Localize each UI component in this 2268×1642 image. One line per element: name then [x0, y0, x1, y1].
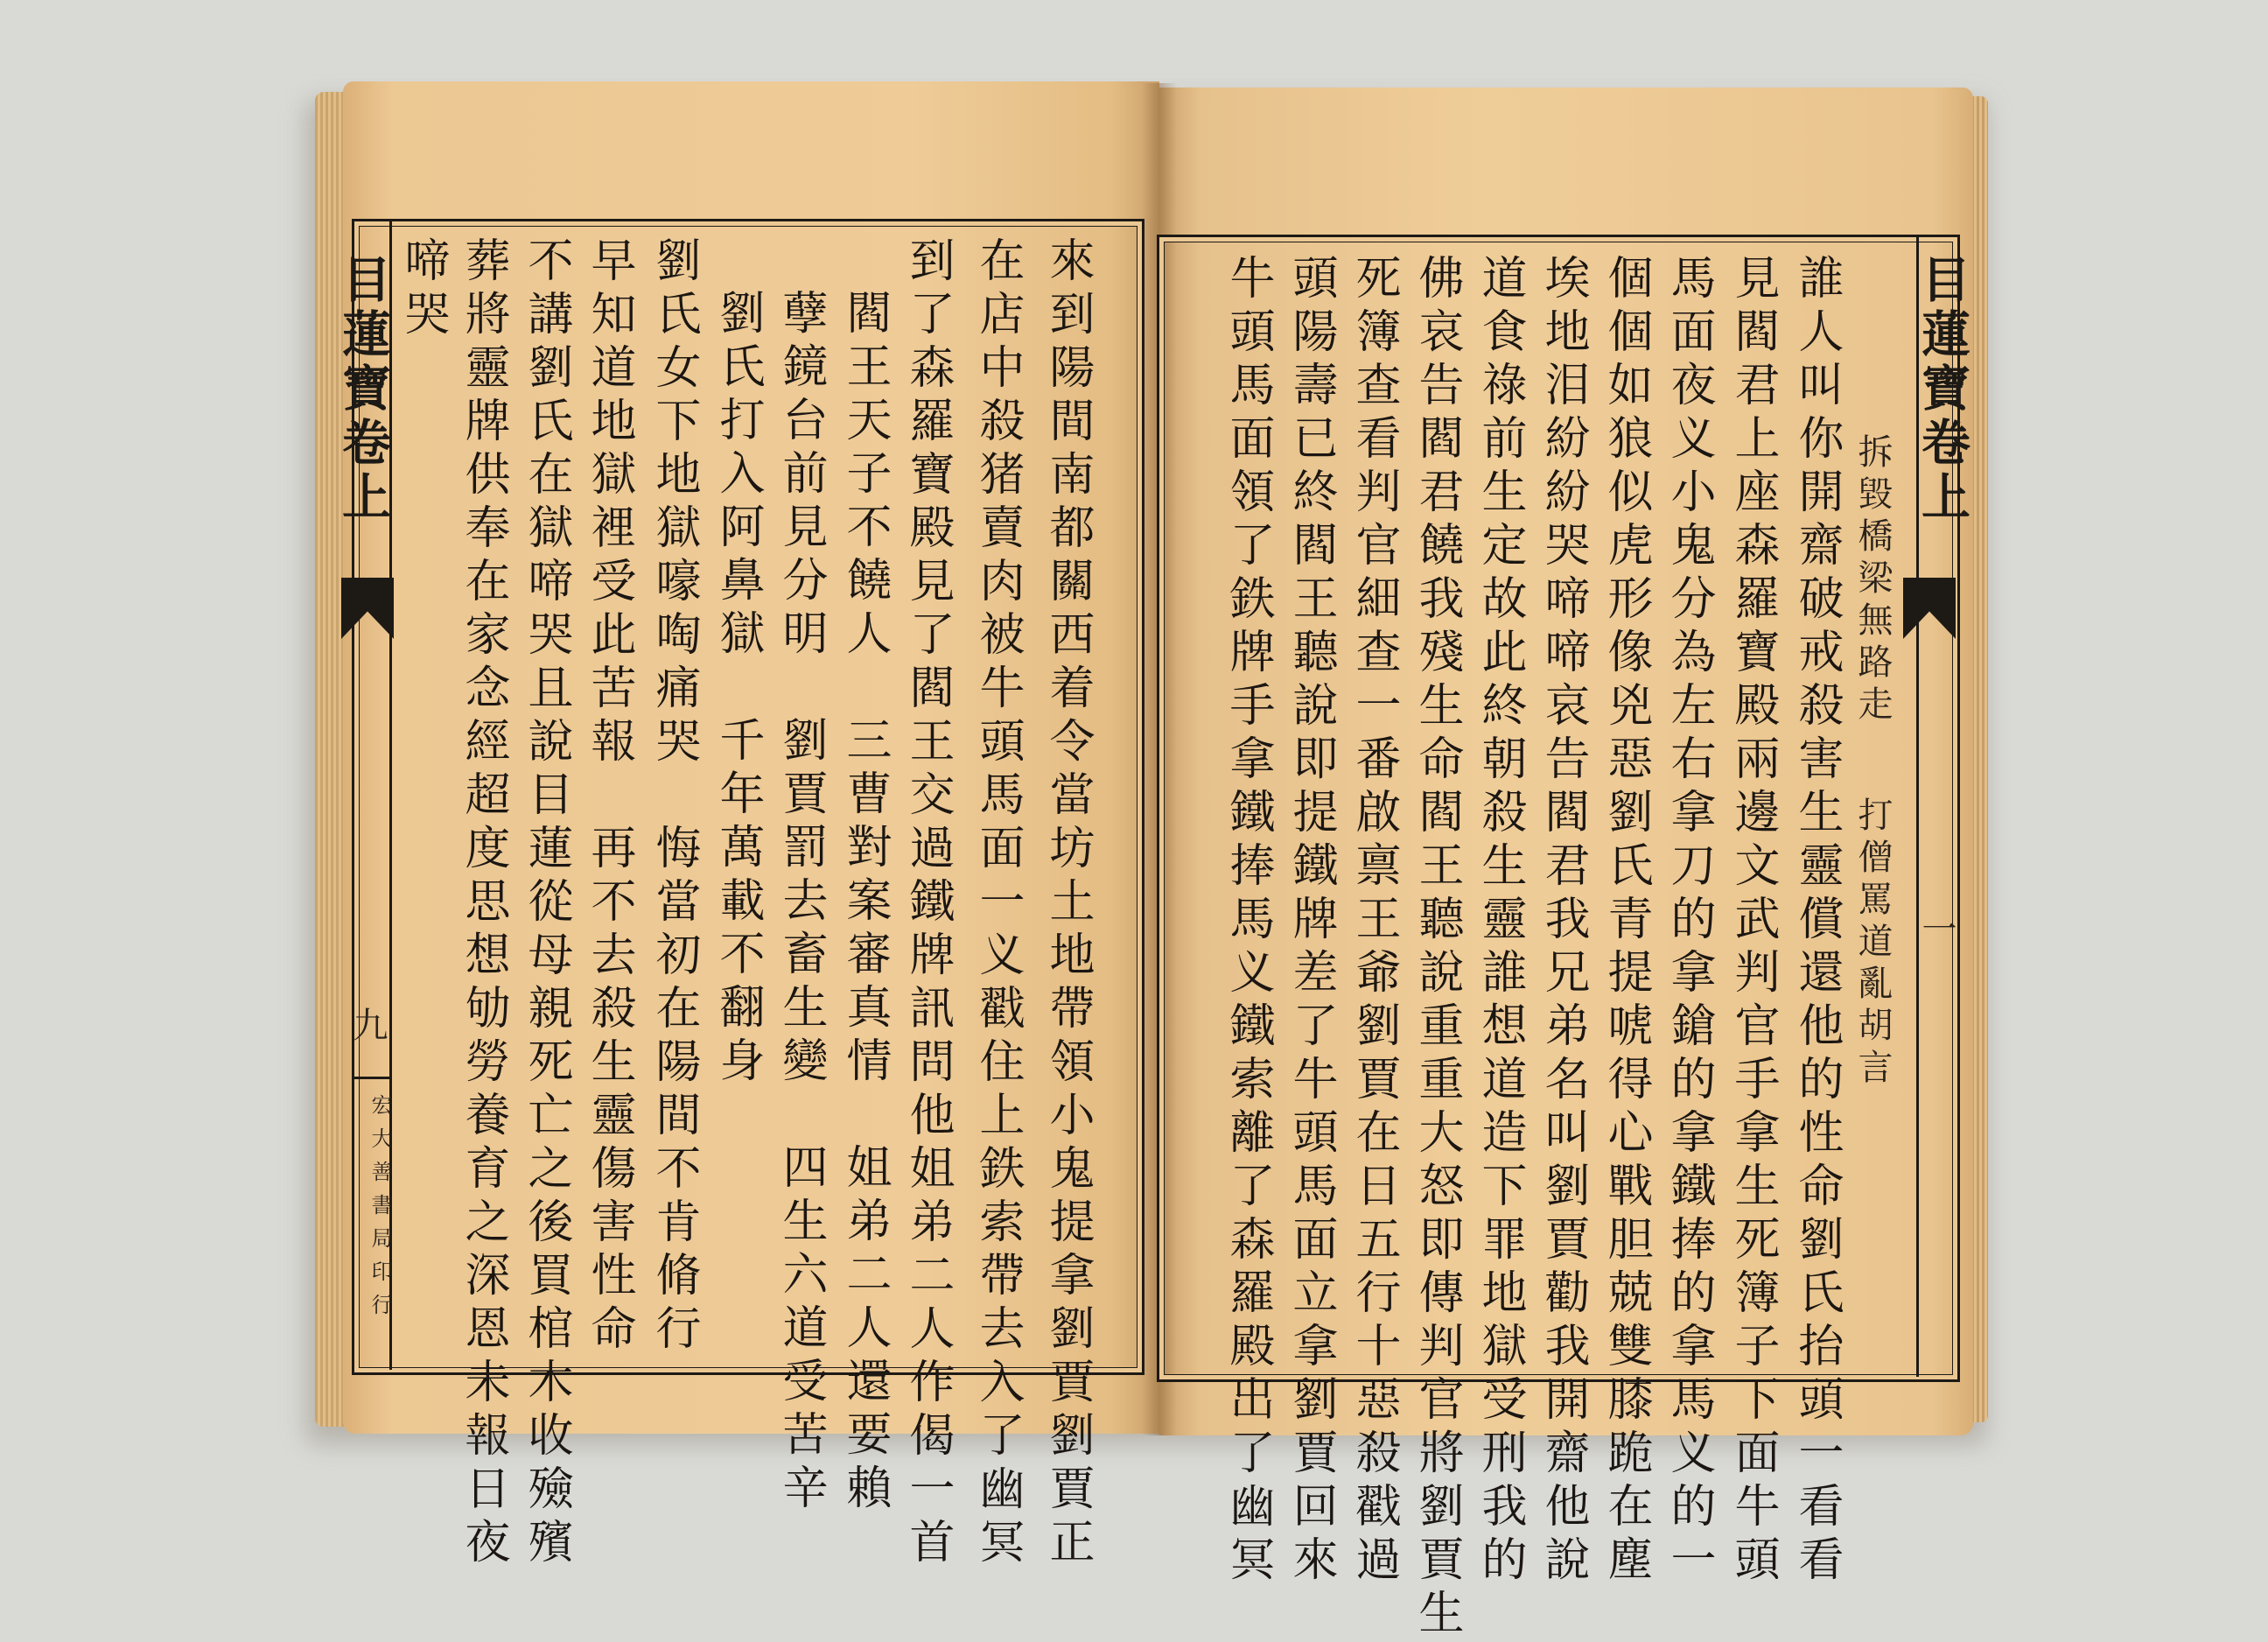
left-col-9: 不講劉氏在獄啼哭且說目蓮從母親死亡之後買棺木收殮殯 [520, 236, 572, 1571]
left-col-1: 來到陽間南都關西着令當坊土地帶領小鬼提拿劉賈劉賈正 [1041, 236, 1094, 1571]
left-col-10: 葬將靈牌供奉在家念經超度思想劬勞養育之深恩未報日夜 [457, 236, 509, 1571]
right-col-4: 個個如狼似虎形像兇惡劉氏青提唬得心戰胆兢雙膝跪在塵 [1600, 254, 1652, 1589]
right-col-9: 頭陽壽已終閻王聽說即提鐵牌差了牛頭馬面立拿劉賈回來 [1284, 254, 1337, 1589]
publisher-imprint: 宏大善書局印行 [368, 1094, 392, 1327]
left-col-7: 劉氏女下地獄嚎啕痛哭 悔當初在陽間不肯脩行 [648, 236, 700, 1358]
right-col-8: 死簿查看判官細查一番啟禀王爺劉賈在日五行十惡殺戳過 [1348, 254, 1400, 1589]
right-col-2: 見閻君上座森羅寶殿兩邊文武判官手拿生死簿子下面牛頭 [1726, 254, 1779, 1589]
left-col-2: 在店中殺猪賣肉被牛頭馬面一义戳住上鉄索帶去入了幽冥 [971, 236, 1024, 1571]
right-margin-title: 目蓮寶卷上 [1914, 254, 1971, 525]
right-small-col-2: 打僧罵道亂胡言 [1852, 796, 1893, 1091]
left-col-5: 孽鏡台前見分明 劉賈罰去畜生變 四生六道受苦辛 [774, 289, 827, 1517]
right-col-5: 埃地泪紛紛哭啼啼哀告閻君我兄弟名叫劉賈勸我開齋他說 [1536, 254, 1589, 1589]
right-col-1: 誰人叫你開齋破戒殺害生靈償還他的性命劉氏抬頭一看看 [1790, 254, 1843, 1589]
right-col-7: 佛哀告閻君饒我殘生命閻王聽說重重大怒即傳判官將劉賈生 [1410, 254, 1463, 1642]
right-col-10: 牛頭馬面領了鉄牌手拿鐵捧馬义鐵索離了森羅殿出了幽冥 [1222, 254, 1274, 1589]
right-col-6: 道食祿前生定故此終朝殺生靈誰想道造下罪地獄受刑我的 [1474, 254, 1526, 1589]
left-col-11: 啼哭 [396, 236, 449, 343]
left-col-3: 到了森羅寶殿見了閻王交過鐵牌訊問他姐弟二人作偈一首 [901, 236, 954, 1571]
left-col-6: 劉氏打入阿鼻獄 千年萬載不翻身 [711, 289, 764, 1090]
right-small-col-1: 拆毀橋梁無路走 [1852, 433, 1893, 727]
right-col-3: 馬面夜义小鬼分為左右拿刀的拿鎗的拿鐵捧的拿馬义的一 [1662, 254, 1715, 1589]
right-page-number: 一 [1916, 910, 1956, 952]
left-page-number: 九 [347, 1007, 388, 1049]
left-col-4: 閻王天子不饒人 三曹對案審真情 姐弟二人還要賴 [838, 289, 891, 1517]
left-col-8: 早知道地獄裡受此苦報 再不去殺生靈傷害性命 [583, 236, 635, 1358]
left-margin-title: 目蓮寶卷上 [334, 254, 392, 525]
left-publisher-divider [352, 1077, 391, 1079]
